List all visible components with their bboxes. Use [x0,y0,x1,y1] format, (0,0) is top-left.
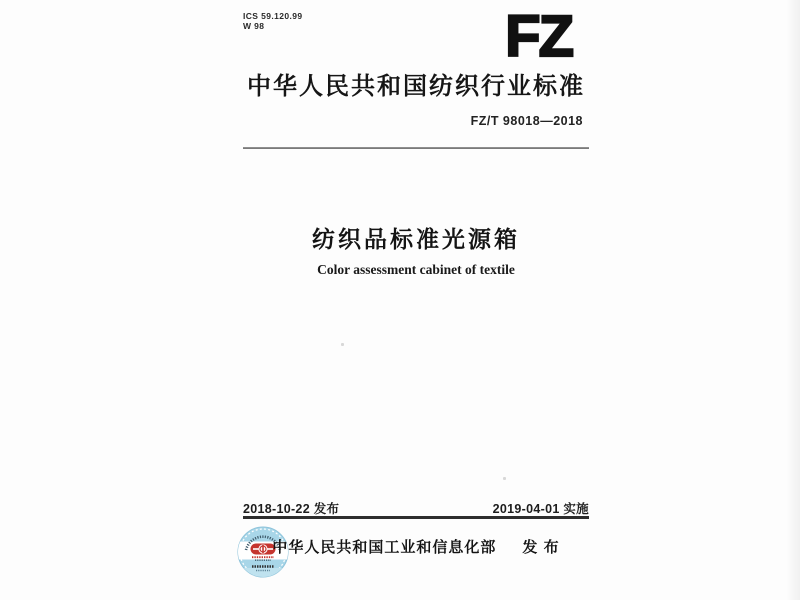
publish-label: 发 布 [522,539,560,556]
publisher-name: 中华人民共和国工业和信息化部 [272,539,497,556]
header-divider [243,147,589,149]
document-title-en: Color assessment cabinet of textile [317,262,515,277]
scan-noise-dot [503,477,506,480]
ics-code-block [243,12,303,31]
issue-date: 2018-10-22 发布 [243,502,340,516]
document-title-zh: 纺织品标准光源箱 [312,226,520,252]
dates-row [243,499,589,517]
fz-logo: FZ [505,4,572,69]
ics-number: ICS 59.120.99 [243,11,303,21]
scan-noise-dot [341,343,344,346]
footer-divider [243,516,589,519]
publisher-row [243,536,589,557]
implement-date: 2019-04-01 实施 [492,502,589,516]
standard-type-title: 中华人民共和国纺织行业标准 [247,73,585,100]
category-code: W 98 [243,20,265,31]
standard-number: FZ/T 98018—2018 [470,114,583,128]
